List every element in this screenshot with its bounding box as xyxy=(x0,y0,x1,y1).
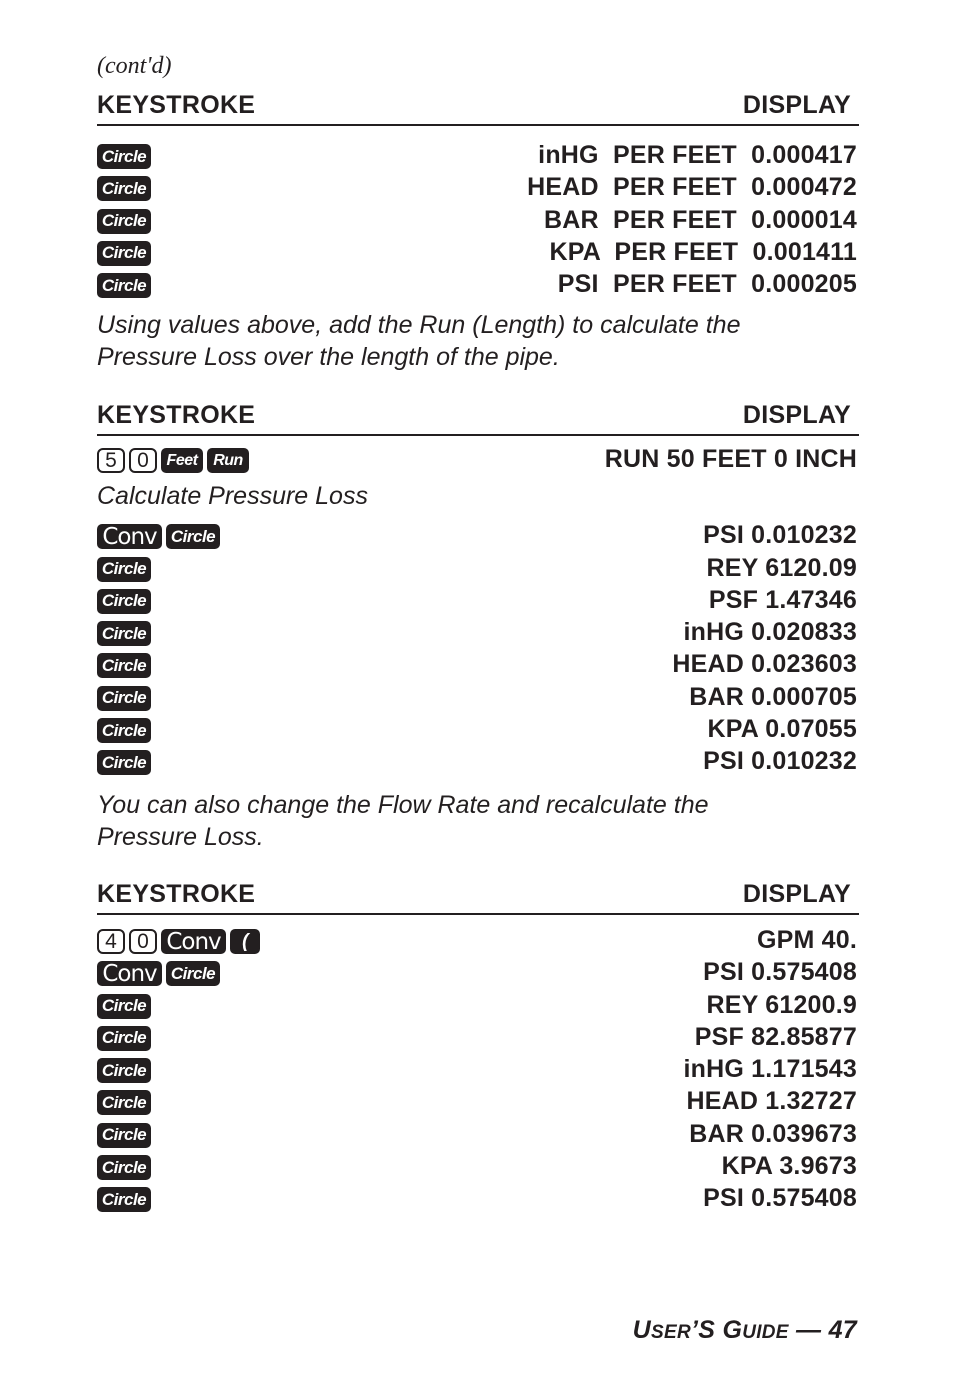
digit-key: 0 xyxy=(129,448,157,473)
keystroke-table-1 xyxy=(97,88,859,299)
note-line: Pressure Loss over the length of the pipe. xyxy=(97,343,560,371)
table-row xyxy=(97,235,859,267)
display-value: PSI PER FEET 0.000205 xyxy=(557,270,857,299)
table-row xyxy=(97,1084,859,1116)
table-row xyxy=(97,647,859,679)
page-number: — 47 xyxy=(788,1316,857,1344)
display-value: BAR 0.039673 xyxy=(689,1119,857,1148)
note-line: Using values above, add the Run (Length) to calculate the xyxy=(97,311,741,339)
display-value: KPA PER FEET 0.001411 xyxy=(549,237,857,266)
table-row xyxy=(97,712,859,744)
circle-key: Circle xyxy=(97,1187,151,1212)
display-value: PSI 0.010232 xyxy=(703,521,857,550)
display-value: inHG PER FEET 0.000417 xyxy=(538,141,857,169)
display-heading: DISPLAY xyxy=(742,401,851,429)
table-row xyxy=(97,267,859,299)
note-line: You can also change the Flow Rate and recalculate the xyxy=(97,791,709,819)
keystroke-heading: KEYSTROKE xyxy=(97,91,256,119)
circle-key: Circle xyxy=(97,589,151,614)
display-value: PSI 0.575408 xyxy=(703,958,857,987)
note-line: Pressure Loss. xyxy=(97,823,264,851)
instruction-note-2 xyxy=(97,789,709,853)
table-row xyxy=(97,615,859,647)
display-value: PSI 0.575408 xyxy=(703,1184,857,1213)
circle-key: Circle xyxy=(97,1058,151,1083)
table-row xyxy=(97,988,859,1020)
continued-label: (cont'd) xyxy=(97,53,172,79)
keystroke-heading: KEYSTROKE xyxy=(97,401,256,429)
circle-key: Circle xyxy=(97,994,151,1019)
circle-key: Circle xyxy=(97,1123,151,1148)
footer-part: G xyxy=(722,1316,743,1344)
circle-key: Circle xyxy=(97,653,151,678)
display-value: REY 6120.09 xyxy=(706,553,857,582)
table-row xyxy=(97,744,859,776)
keystroke-table-2 xyxy=(97,398,859,777)
footer-part: ’S xyxy=(690,1316,723,1344)
table-row xyxy=(97,1149,859,1181)
page-footer xyxy=(633,1316,857,1345)
display-value: HEAD 0.023603 xyxy=(672,650,857,679)
table-row xyxy=(97,680,859,712)
instruction-note-1 xyxy=(97,309,740,373)
display-value: BAR PER FEET 0.000014 xyxy=(543,205,857,234)
display-value: BAR 0.000705 xyxy=(689,682,857,711)
display-value: REY 61200.9 xyxy=(706,990,857,1019)
display-value: HEAD PER FEET 0.000472 xyxy=(527,173,857,202)
circle-key: Circle xyxy=(97,1026,151,1051)
display-value: PSF 82.85877 xyxy=(694,1022,857,1051)
table-row xyxy=(97,442,859,474)
keystroke-heading: KEYSTROKE xyxy=(97,880,256,908)
circle-key: Circle xyxy=(97,209,151,234)
table-header xyxy=(97,398,859,436)
open-paren-key: ( xyxy=(230,929,260,954)
table-row xyxy=(97,1052,859,1084)
circle-key: Circle xyxy=(166,961,220,986)
table-row xyxy=(97,1117,859,1149)
footer-part: U xyxy=(632,1316,651,1344)
table-row xyxy=(97,551,859,583)
display-value: KPA 0.07055 xyxy=(707,715,857,744)
table-row xyxy=(97,955,859,987)
table-row xyxy=(97,1181,859,1213)
table-row xyxy=(97,170,859,202)
circle-key: Circle xyxy=(97,1155,151,1180)
table-header xyxy=(97,877,859,915)
conv-key: Conv xyxy=(97,524,162,549)
circle-key: Circle xyxy=(97,176,151,201)
circle-key: Circle xyxy=(97,686,151,711)
calc-label: Calculate Pressure Loss xyxy=(97,482,368,511)
digit-key: 0 xyxy=(129,929,157,954)
conv-key: Conv xyxy=(161,929,226,954)
conv-key: Conv xyxy=(97,961,162,986)
circle-key: Circle xyxy=(97,557,151,582)
display-heading: DISPLAY xyxy=(742,91,851,119)
keystroke-table-3 xyxy=(97,877,859,1214)
table-row xyxy=(97,203,859,235)
circle-key: Circle xyxy=(97,750,151,775)
display-value: PSI 0.010232 xyxy=(703,747,857,776)
footer-part: SER xyxy=(651,1322,691,1343)
table-row xyxy=(97,923,859,955)
table-row xyxy=(97,1020,859,1052)
circle-key: Circle xyxy=(97,273,151,298)
circle-key: Circle xyxy=(97,241,151,266)
digit-key: 4 xyxy=(97,929,125,954)
display-value: KPA 3.9673 xyxy=(721,1152,857,1181)
display-heading: DISPLAY xyxy=(742,880,851,908)
display-value: GPM 40. xyxy=(756,926,857,954)
table-row xyxy=(97,518,859,550)
table-header xyxy=(97,88,859,126)
digit-key: 5 xyxy=(97,448,125,473)
display-value: PSF 1.47346 xyxy=(708,585,857,614)
table-row xyxy=(97,138,859,170)
circle-key: Circle xyxy=(166,524,220,549)
run-key: Run xyxy=(207,448,249,473)
circle-key: Circle xyxy=(97,718,151,743)
display-value: RUN 50 FEET 0 INCH xyxy=(604,445,857,473)
circle-key: Circle xyxy=(97,144,151,169)
display-value: inHG 0.020833 xyxy=(683,618,857,647)
display-value: inHG 1.171543 xyxy=(683,1055,857,1084)
footer-part: UIDE xyxy=(742,1322,789,1343)
table-row xyxy=(97,583,859,615)
display-value: HEAD 1.32727 xyxy=(686,1087,857,1116)
feet-key: Feet xyxy=(161,448,203,473)
circle-key: Circle xyxy=(97,621,151,646)
circle-key: Circle xyxy=(97,1090,151,1115)
